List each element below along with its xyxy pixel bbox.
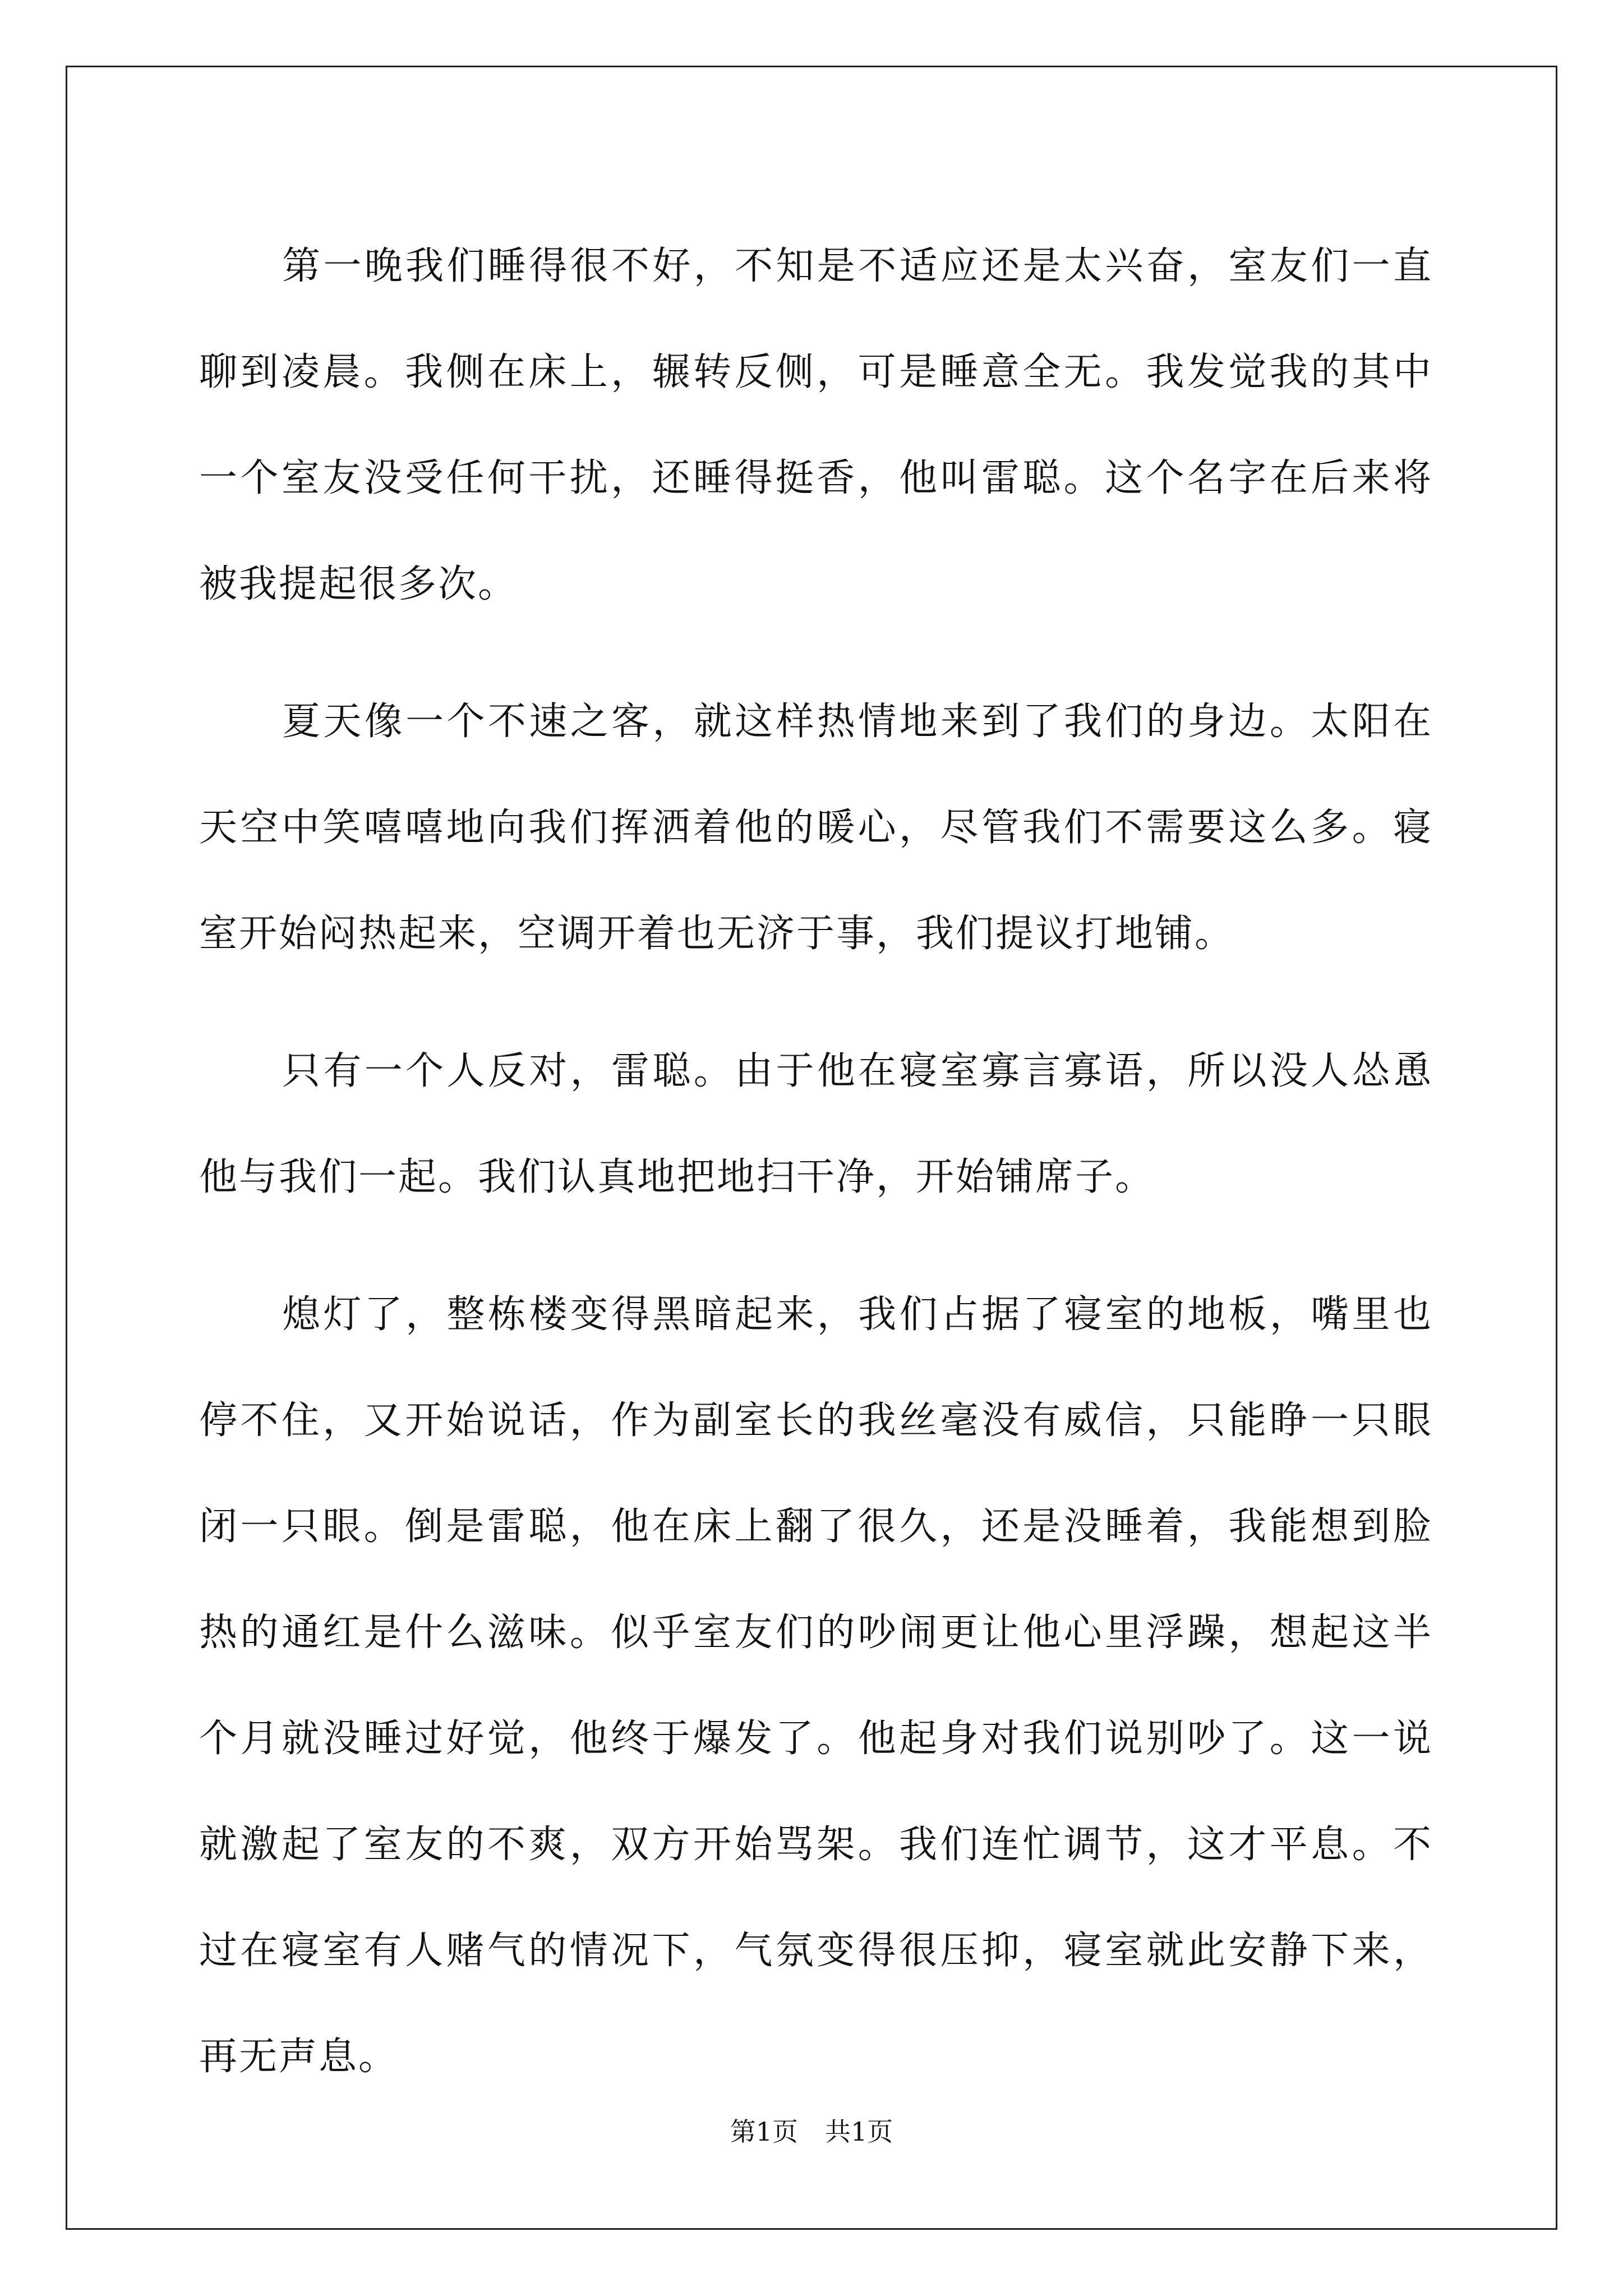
document-body (199, 213, 1433, 2141)
paragraph-4: 熄灯了，整栋楼变得黑暗起来，我们占据了寝室的地板，嘴里也停不住，又开始说话，作为副室长的我丝毫没有威信，只能睁一只眼闭一只眼。倒是雷聪，他在床上翻了很久，还是没睡着，我能想到脸热的通红是什么滋味。似乎室友们的吵闹更让他心里浮躁，想起这半个月就没睡过好觉，他终于爆发了。他起身对我们说别吵了。这一说就激起了室友的不爽，双方开始骂架。我们连忙调节，这才平息。不过在寝室有人赌气的情况下，气氛变得很压抑，寝室就此安静下来，再无声息。 (199, 1292, 1433, 2079)
page-number-current: 第1页 (730, 2116, 798, 2147)
paragraph-3: 只有一个人反对，雷聪。由于他在寝室寡言寡语，所以没人怂恿他与我们一起。我们认真地把地扫干净，开始铺席子。 (199, 1049, 1433, 1199)
page-number-total: 共1页 (825, 2116, 893, 2147)
paragraph-2: 夏天像一个不速之客，就这样热情地来到了我们的身边。太阳在天空中笑嘻嘻地向我们挥洒着他的暖心，尽管我们不需要这么多。寝室开始闷热起来，空调开着也无济于事，我们提议打地铺。 (199, 700, 1433, 956)
paragraph-1: 第一晚我们睡得很不好，不知是不适应还是太兴奋，室友们一直聊到凌晨。我侧在床上，辗转反侧，可是睡意全无。我发觉我的其中一个室友没受任何干扰，还睡得挺香，他叫雷聪。这个名字在后来将被我提起很多次。 (199, 244, 1433, 606)
page-footer (0, 2115, 1623, 2148)
